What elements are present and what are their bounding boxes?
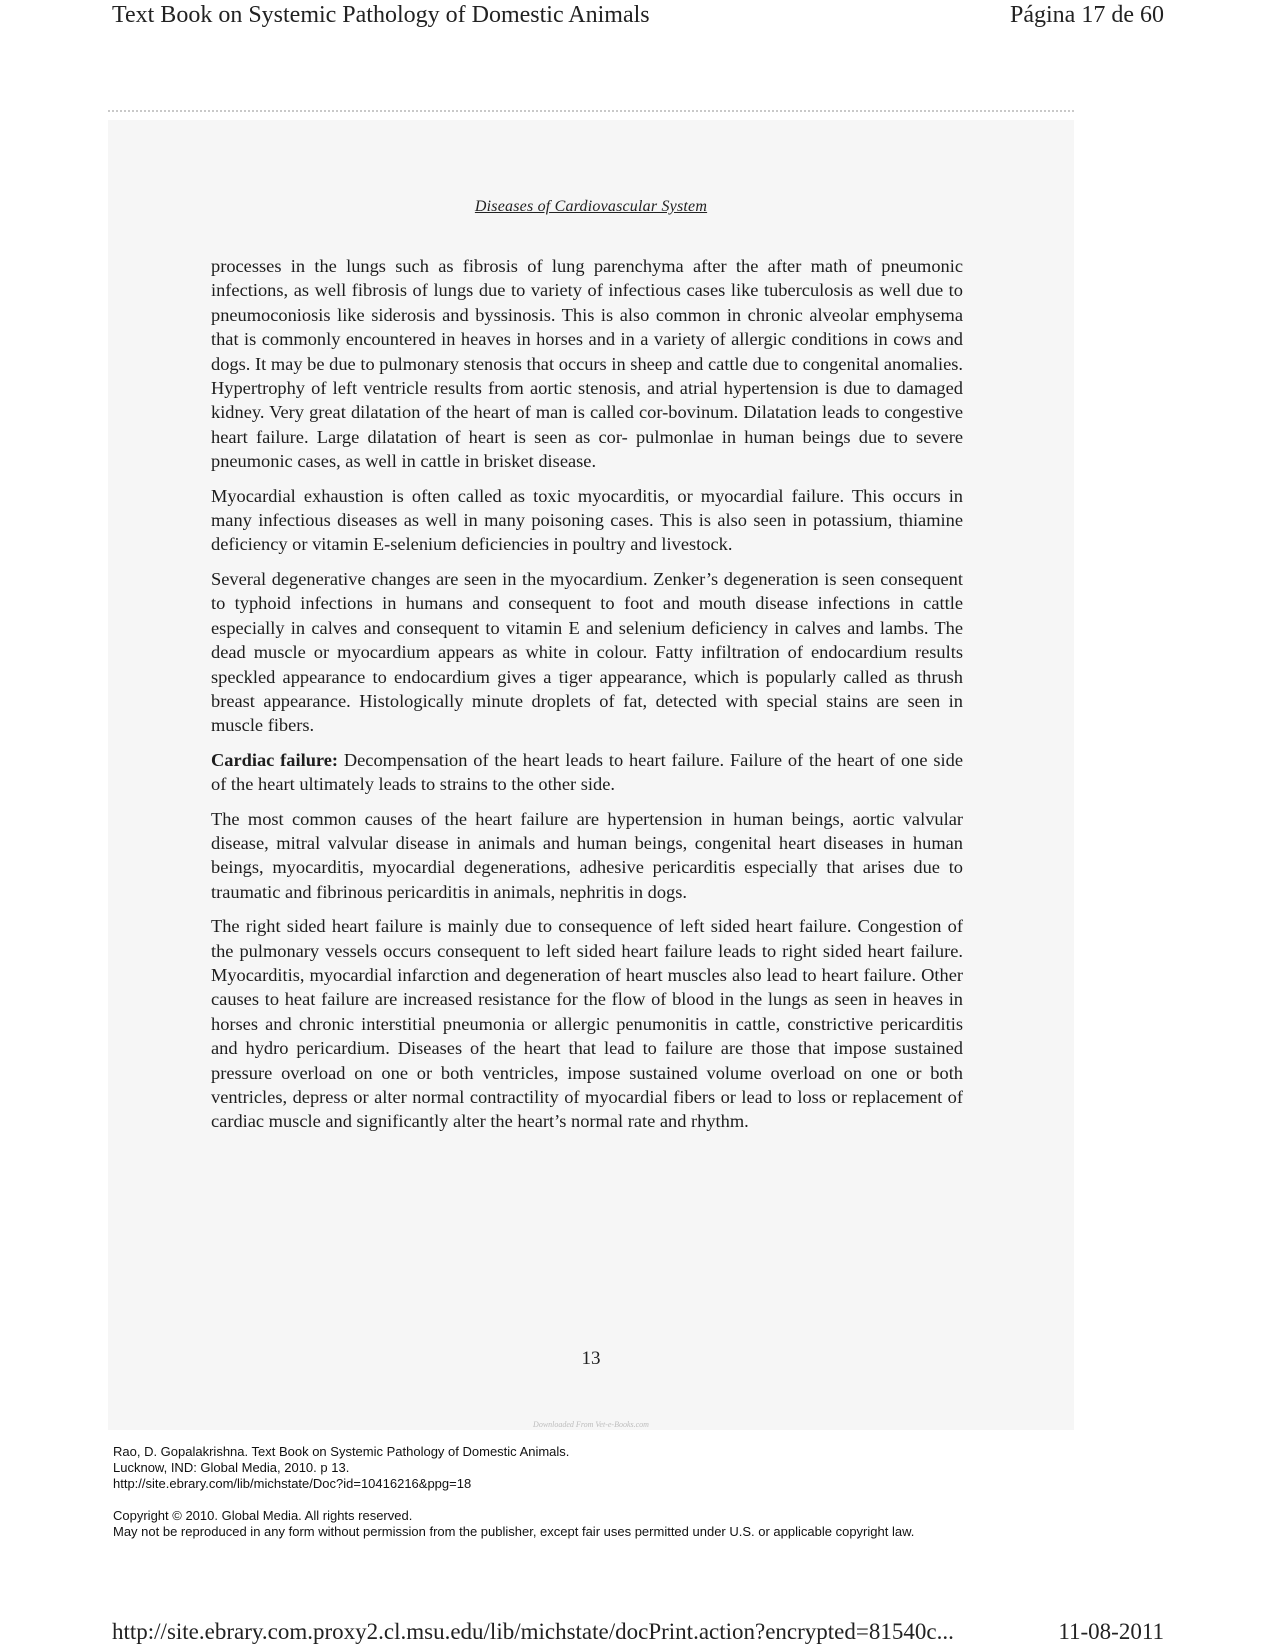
- citation-block: [113, 1444, 1113, 1492]
- citation-link[interactable]: http://site.ebrary.com/lib/michstate/Doc?id=10416216&ppg=18: [113, 1476, 472, 1491]
- citation-author-title: Rao, D. Gopalakrishna. Text Book on Systemic Pathology of Domestic Animals.: [113, 1444, 570, 1459]
- chapter-title: [108, 198, 1074, 216]
- paragraph: [211, 484, 963, 557]
- paragraph: [211, 807, 963, 905]
- print-footer: [112, 1618, 1164, 1648]
- page-counter: Página 17 de 60: [1010, 2, 1164, 28]
- paragraph: [211, 254, 963, 474]
- scanned-book-page: [108, 120, 1074, 1430]
- rights-block: [113, 1508, 1079, 1540]
- book-page-number: 13: [581, 1348, 601, 1369]
- copyright-line: Copyright © 2010. Global Media. All rights reserved.: [113, 1508, 413, 1523]
- paragraph-text: The most common causes of the heart failure are hypertension in human beings, aortic valvular disease, mitral valvular disease in animals and human beings, congenital heart diseases in human beings, myocarditis, myocardial degenerations, adhesive pericarditis especially that arises due to traumatic and fibrinous pericarditis in animals, nephritis in dogs.: [211, 808, 963, 902]
- paragraph-text: Several degenerative changes are seen in the myocardium. Zenker’s degeneration is seen consequent to typhoid infections in humans and consequent to foot and mouth disease infections in cattle especially in calves and consequent to vitamin E and selenium deficiency in calves and lambs. The dead muscle or myocardium appears as white in colour. Fatty infiltration of endocardium results speckled appearance to endocardium gives a tiger appearance, which is popularly called as thrush breast appearance. Histologically minute droplets of fat, detected with special stains are seen in muscle fibers.: [211, 568, 963, 736]
- print-header: [112, 0, 1164, 32]
- citation-publisher: Lucknow, IND: Global Media, 2010. p 13.: [113, 1460, 350, 1475]
- download-watermark: Downloaded From Vet-e-Books.com: [533, 1420, 649, 1429]
- paragraph: [211, 567, 963, 738]
- paragraph-lead: Cardiac failure:: [211, 749, 339, 770]
- reproduction-notice: May not be reproduced in any form without permission from the publisher, except fair uses permitted under U.S. or applicable copyright law.: [113, 1524, 915, 1539]
- paragraph-text: Myocardial exhaustion is often called as toxic myocarditis, or myocardial failure. This occurs in many infectious diseases as well in many poisoning cases. This is also seen in potassium, thiamine deficiency or vitamin E-selenium deficiencies in poultry and livestock.: [211, 485, 963, 555]
- print-date: 11-08-2011: [1058, 1619, 1164, 1644]
- chapter-title-text: Diseases of Cardiovascular System: [474, 198, 708, 215]
- paragraph: [211, 748, 963, 797]
- paragraph-text: Decompensation of the heart leads to heart failure. Failure of the heart of one side of the heart ultimately leads to strains to the other side.: [211, 749, 963, 795]
- document-title: Text Book on Systemic Pathology of Domestic Animals: [112, 2, 650, 28]
- body-text: [211, 254, 963, 1144]
- paragraph-text: The right sided heart failure is mainly due to consequence of left sided heart failure. Congestion of the pulmonary vessels occurs consequent to left sided heart failure leads to right sided heart failure. Myocarditis, myocardial infarction and degeneration of heart muscles also lead to heart failure. Other causes to heat failure are increased resistance for the flow of blood in the lungs as seen in heaves in horses and chronic interstitial pneumonia or allergic penumonitis in cattle, constrictive pericarditis and hydro pericardium. Diseases of the heart that lead to failure are those that impose sustained pressure overload on one or both ventricles, impose sustained volume overload on one or both ventricles, depress or alter normal contractility of myocardial fibers or lead to loss or replacement of cardiac muscle and significantly alter the heart’s normal rate and rhythm.: [211, 916, 963, 1132]
- paragraph-text: processes in the lungs such as fibrosis of lung parenchyma after the after math of pneumonic infections, as well fibrosis of lungs due to variety of infectious cases like tuberculosis as well due to pneumoconiosis like siderosis and byssinosis. This is also common in chronic alveolar emphysema that is commonly encountered in heaves in horses and in a variety of allergic conditions in cows and dogs. It may be due to pulmonary stenosis that occurs in sheep and cattle due to congenital anomalies. Hypertrophy of left ventricle results from aortic stenosis, and atrial hypertension is due to damaged kidney. Very great dilatation of the heart of man is called cor-bovinum. Dilatation leads to congestive heart failure. Large dilatation of heart is seen as cor- pulmonlae in human beings due to severe pneumonic cases, as well in cattle in brisket disease.: [211, 256, 963, 472]
- page-url[interactable]: http://site.ebrary.com.proxy2.cl.msu.edu/lib/michstate/docPrint.action?encrypted=81540c...: [112, 1619, 954, 1644]
- dotted-divider: [108, 110, 1074, 112]
- paragraph: [211, 914, 963, 1134]
